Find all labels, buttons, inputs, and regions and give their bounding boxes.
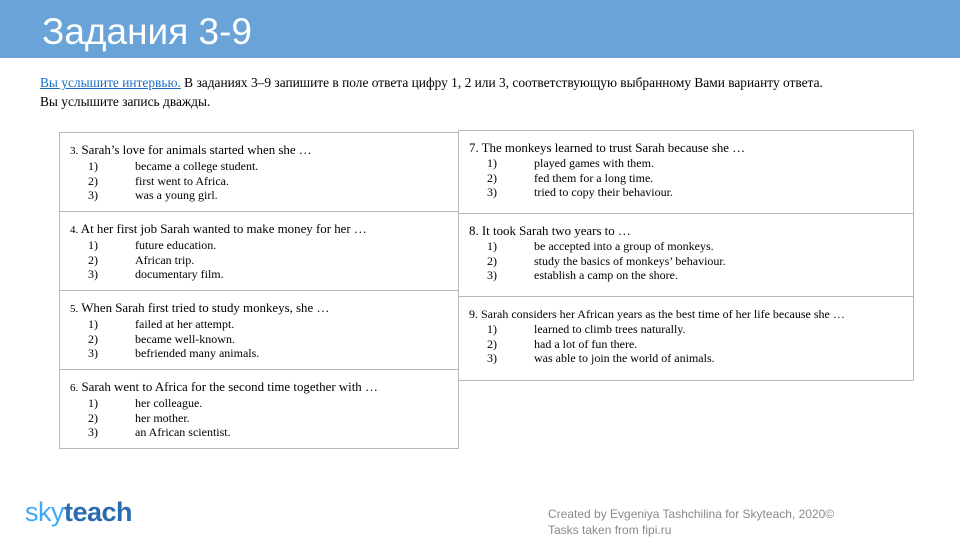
question-number: 6.: [70, 382, 79, 394]
credit-line-2: Tasks taken from fipi.ru: [548, 523, 672, 537]
question-text: At her first job Sarah wanted to make money for her …: [78, 222, 367, 236]
option: 2) study the basics of monkeys’ behaviour.: [487, 253, 726, 268]
skyteach-logo: skyteach: [25, 497, 133, 527]
option-list: [469, 322, 903, 366]
option: 3) an African scientist.: [88, 425, 231, 440]
question-text: Sarah went to Africa for the second time together with …: [78, 380, 378, 394]
question-text: It took Sarah two years to …: [478, 224, 631, 238]
option: 2) African trip.: [88, 252, 195, 267]
option-list: [469, 156, 903, 200]
option: 2) became well-known.: [88, 331, 235, 346]
option-list: [70, 317, 448, 361]
option: 1) future education.: [88, 238, 217, 252]
title-bar: [0, 0, 960, 58]
option: 2) her mother.: [88, 410, 190, 425]
option: 1) learned to climb trees naturally.: [487, 322, 686, 336]
option: 3) establish a camp on the shore.: [487, 268, 678, 283]
question-number: 5.: [70, 303, 79, 315]
option: 3) was able to join the world of animals.: [487, 351, 715, 366]
question-number: 8.: [469, 224, 479, 238]
question-3: [60, 133, 458, 211]
option: 2) had a lot of fun there.: [487, 336, 638, 351]
question-text: The monkeys learned to trust Sarah because she …: [478, 141, 746, 155]
question-4: [60, 211, 458, 290]
option: 3) tried to copy their behaviour.: [487, 185, 673, 200]
question-5: [60, 290, 458, 369]
interview-link[interactable]: Вы услышите интервью.: [40, 75, 181, 90]
question-7: [459, 131, 913, 213]
question-text: Sarah considers her African years as the best time of her life because she …: [478, 307, 845, 321]
slide-title: Задания 3-9: [42, 11, 252, 52]
credit-line-1: Created by Evgeniya Tashchilina for Skyteach, 2020©: [548, 507, 835, 521]
option: 2) first went to Africa.: [88, 173, 229, 188]
option: 3) befriended many animals.: [88, 346, 260, 361]
option-list: [469, 239, 903, 283]
option: 2) fed them for a long time.: [487, 170, 654, 185]
instructions-text: В заданиях 3–9 запишите в поле ответа цифру 1, 2 или 3, соответствующую выбранному Вами варианту ответа.: [180, 75, 823, 90]
option: 3) was a young girl.: [88, 188, 218, 203]
option: 1) be accepted into a group of monkeys.: [487, 239, 714, 253]
option: 1) her colleague.: [88, 396, 203, 410]
instructions: [40, 73, 930, 111]
question-number: 3.: [70, 145, 79, 157]
option: 1) became a college student.: [88, 159, 259, 173]
question-number: 7.: [469, 141, 479, 155]
option-list: [70, 396, 448, 440]
question-text: When Sarah first tried to study monkeys, she …: [78, 301, 330, 315]
question-number: 4.: [70, 224, 79, 236]
question-9: [459, 296, 913, 380]
option: 1) failed at her attempt.: [88, 317, 235, 331]
question-8: [459, 213, 913, 296]
option: 1) played games with them.: [487, 156, 654, 170]
question-number: 9.: [469, 307, 478, 321]
option-list: [70, 159, 448, 203]
option-list: [70, 238, 448, 282]
question-text: Sarah’s love for animals started when she …: [78, 143, 312, 157]
left-question-table: [59, 132, 459, 449]
instructions-line2: Вы услышите запись дважды.: [40, 94, 211, 109]
question-6: [60, 369, 458, 449]
right-question-table: [458, 130, 914, 381]
option: 3) documentary film.: [88, 267, 224, 282]
credit-text: [548, 506, 834, 538]
